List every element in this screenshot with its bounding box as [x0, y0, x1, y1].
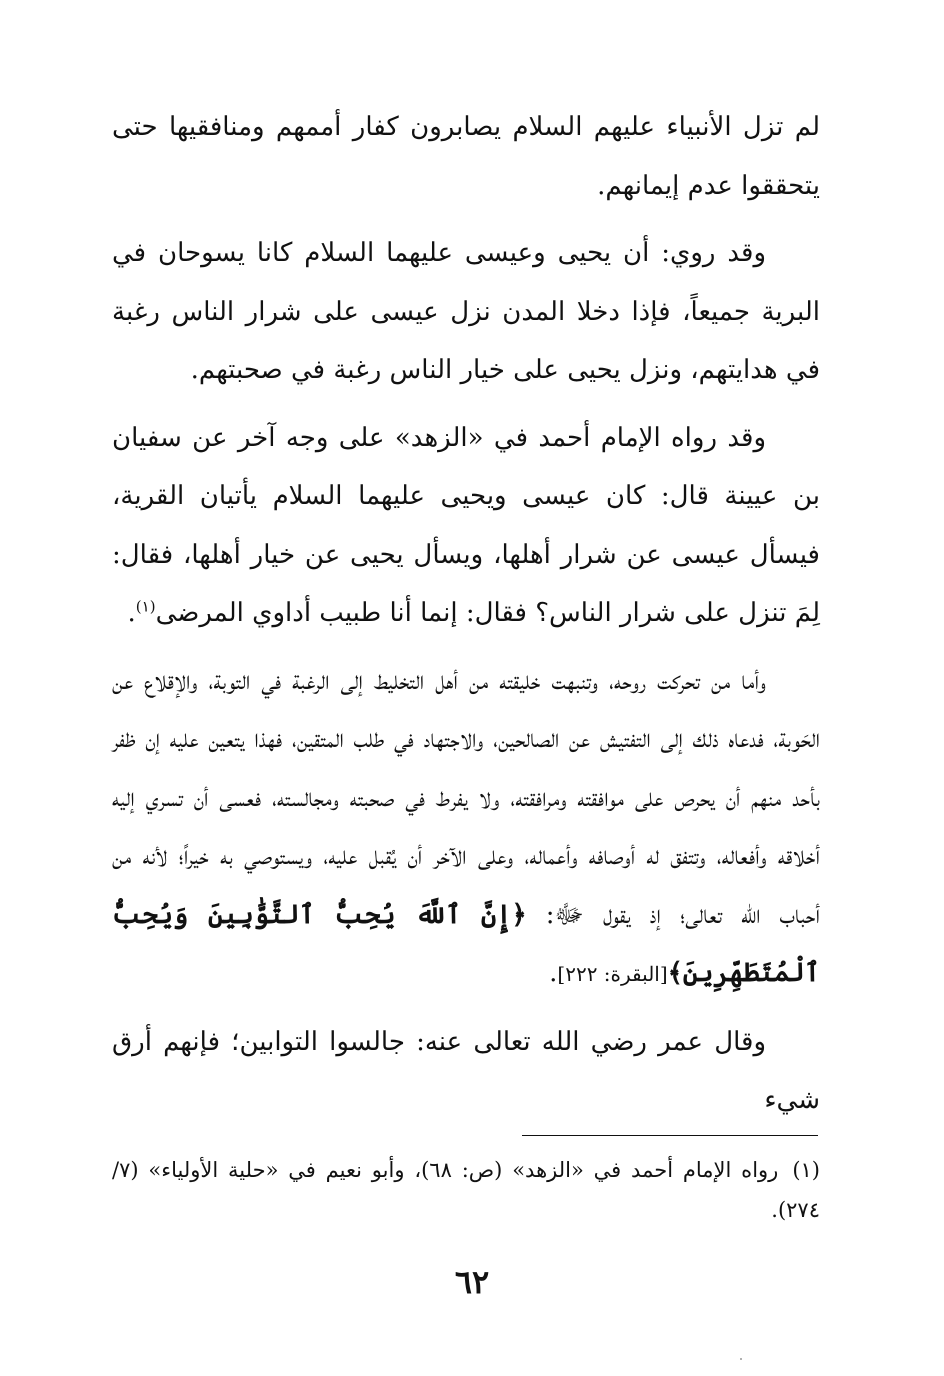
page-number: ٦٢	[454, 1263, 490, 1301]
verse-reference: [البقرة: ٢٢٢]	[557, 962, 668, 986]
main-text	[112, 98, 820, 1139]
footnote-text: رواه الإمام أحمد في «الزهد» (ص: ٦٨)، وأبو نعيم في «حلية الأولياء» (٧/ ٢٧٤).	[112, 1158, 820, 1222]
quran-verse: ﴿إِنَّ ٱللَّهَ يُحِبُّ ٱلتَّوَّٰبِينَ وَيُحِبُّ ٱلْمُتَطَهِّرِينَ﴾	[112, 899, 820, 988]
footnote	[112, 1150, 820, 1230]
paragraph-4: وأما من تحركت روحه، وتنبهت خليقته من أهل التخليط إلى الرغبة في التوبة، والإقلاع عن الحَوبة، فدعاه ذلك إلى التفتيش عن الصالحين، والاجتهاد في طلب المتقين، فهذا يتعين عليه إن ظفر بأحد منهم أن يحرص على موافقته ومرافقته، ولا يفرط في صحبته ومجالسته، فعسى أن تسري إليه أخلاقه وأفعاله، وتتفق له أوصافه وأعماله، وعلى الآخر أن يُقبل عليه، ويستوصي به خيراً؛ لأنه من أحباب الله تعالى؛ إذ يقول ﷻ: ﴿إِنَّ ٱللَّهَ يُحِبُّ ٱلتَّوَّٰبِينَ وَيُحِبُّ ٱلْمُتَطَهِّرِينَ﴾[البقرة: ٢٢٢].	[112, 665, 820, 988]
footnote-divider	[522, 1135, 818, 1136]
footnote-number: (١)	[792, 1158, 820, 1182]
paragraph-2: وقد روي: أن يحيى وعيسى عليهما السلام كانا يسوحان في البرية جميعاً، فإذا دخلا المدن نزل عيسى على شرار الناس رغبة في هدايتهم، ونزل يحيى على خيار الناس رغبة في صحبتهم.	[112, 238, 820, 385]
paragraph-5: وقال عمر رضي الله تعالى عنه: جالسوا التوابين؛ فإنهم أرق شيء	[112, 1026, 820, 1115]
paragraph-3: وقد رواه الإمام أحمد في «الزهد» على وجه آخر عن سفيان بن عيينة قال: كان عيسى ويحيى عليهما السلام يأتيان القرية، فيسأل عيسى عن شرار أهلها، ويسأل يحيى عن خيار أهلها، فقال: لِمَ تنزل على شرار الناس؟ فقال: إنما أنا طبيب أداوي المرضى$^{(١)}$.	[112, 422, 820, 628]
scan-speck	[740, 1358, 742, 1360]
footnote-reference[interactable]: (١)	[135, 597, 156, 616]
paragraph-1: لم تزل الأنبياء عليهم السلام يصابرون كفار أممهم ومنافقيها حتى يتحققوا عدم إيمانهم.	[112, 112, 820, 201]
